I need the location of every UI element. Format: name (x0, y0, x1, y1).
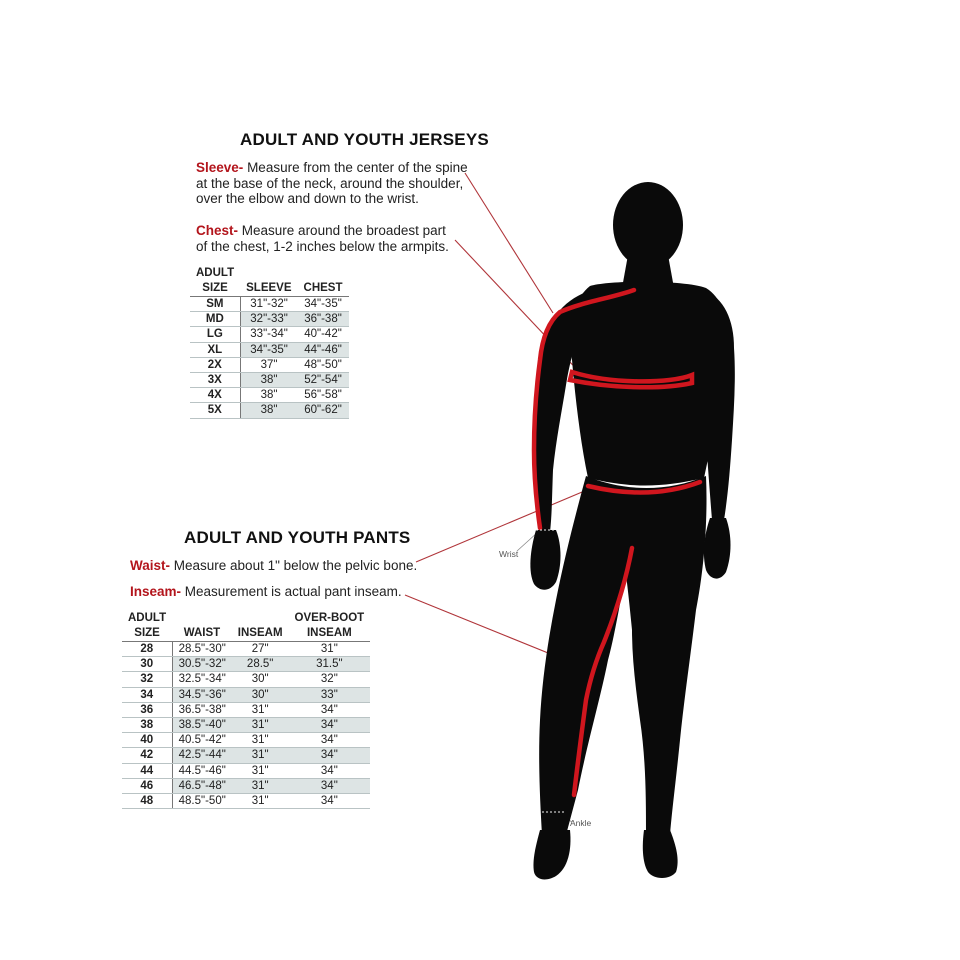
inseam-cell: 27" (232, 642, 289, 657)
size-cell: 30 (122, 657, 172, 672)
sleeve-cell: 33"-34" (240, 327, 297, 342)
table-row (122, 657, 370, 672)
chest-description (196, 223, 449, 254)
overboot-inseam-cell: 34" (289, 733, 371, 748)
overboot-inseam-cell: 32" (289, 672, 371, 687)
size-cell: 36 (122, 702, 172, 717)
overboot-inseam-cell: 31.5" (289, 657, 371, 672)
table-row (190, 403, 349, 418)
overboot-inseam-cell: 34" (289, 763, 371, 778)
waist-cell: 48.5"-50" (172, 794, 232, 809)
waist-term: Waist- (130, 558, 170, 573)
jersey-header-adult: ADULT (196, 267, 235, 279)
sleeve-line-3: over the elbow and down to the wrist. (196, 191, 419, 206)
size-cell: 48 (122, 794, 172, 809)
overboot-inseam-cell: 33" (289, 687, 371, 702)
overboot-inseam-cell: 31" (289, 642, 371, 657)
table-row (190, 342, 349, 357)
table-row (190, 312, 349, 327)
size-cell: MD (190, 312, 240, 327)
size-cell: 34 (122, 687, 172, 702)
left-foot (533, 830, 570, 879)
chest-cell: 60"-62" (298, 403, 349, 418)
waist-cell: 40.5"-42" (172, 733, 232, 748)
sleeve-cell: 38" (240, 388, 297, 403)
sleeve-leader-line (465, 173, 553, 313)
table-row (190, 388, 349, 403)
inseam-cell: 31" (232, 778, 289, 793)
overboot-inseam-cell: 34" (289, 702, 371, 717)
pants-header-size: SIZE (122, 626, 172, 642)
sleeve-cell: 31"-32" (240, 297, 297, 312)
jersey-size-table (190, 266, 349, 419)
sleeve-cell: 38" (240, 403, 297, 418)
table-row (190, 327, 349, 342)
table-row (122, 718, 370, 733)
sleeve-line-2: at the base of the neck, around the shoulder, (196, 175, 464, 191)
waist-text: Measure about 1" below the pelvic bone. (173, 558, 418, 573)
waist-cell: 44.5"-46" (172, 763, 232, 778)
pants-size-table (122, 611, 370, 809)
waist-cell: 28.5"-30" (172, 642, 232, 657)
size-cell: 44 (122, 763, 172, 778)
sleeve-cell: 38" (240, 373, 297, 388)
chest-cell: 48"-50" (298, 357, 349, 372)
waist-description (130, 558, 417, 574)
size-cell: 4X (190, 388, 240, 403)
table-row (190, 357, 349, 372)
jerseys-title: ADULT AND YOUTH JERSEYS (240, 130, 489, 149)
size-cell: 2X (190, 357, 240, 372)
table-row (122, 702, 370, 717)
waist-cell: 36.5"-38" (172, 702, 232, 717)
size-cell: 5X (190, 403, 240, 418)
chest-cell: 52"-54" (298, 373, 349, 388)
waist-cell: 38.5"-40" (172, 718, 232, 733)
chest-cell: 44"-46" (298, 342, 349, 357)
inseam-cell: 28.5" (232, 657, 289, 672)
inseam-cell: 31" (232, 718, 289, 733)
sleeve-term: Sleeve- (196, 160, 244, 175)
size-cell: SM (190, 297, 240, 312)
table-row (190, 373, 349, 388)
inseam-cell: 31" (232, 702, 289, 717)
inseam-cell: 30" (232, 672, 289, 687)
inseam-cell: 30" (232, 687, 289, 702)
table-row (122, 687, 370, 702)
inseam-cell: 31" (232, 763, 289, 778)
waist-cell: 34.5"-36" (172, 687, 232, 702)
size-cell: 32 (122, 672, 172, 687)
right-foot (643, 830, 678, 878)
overboot-inseam-cell: 34" (289, 778, 371, 793)
pants-header-waist: WAIST (172, 626, 232, 642)
jersey-header-size: SIZE (190, 281, 240, 297)
size-cell: 40 (122, 733, 172, 748)
sleeve-line-1: Measure from the center of the spine (247, 160, 468, 175)
jersey-header-sleeve: SLEEVE (240, 281, 297, 297)
pants-title: ADULT AND YOUTH PANTS (184, 528, 411, 547)
inseam-description (130, 584, 402, 600)
inseam-term: Inseam- (130, 584, 182, 599)
jersey-header-chest: CHEST (298, 281, 349, 297)
sleeve-description (196, 160, 468, 207)
size-cell: 28 (122, 642, 172, 657)
waist-cell: 30.5"-32" (172, 657, 232, 672)
legs (539, 476, 706, 835)
overboot-inseam-cell: 34" (289, 794, 371, 809)
size-cell: 46 (122, 778, 172, 793)
pants-header-adult: ADULT (128, 612, 167, 624)
size-cell: 38 (122, 718, 172, 733)
body-silhouette (530, 182, 734, 879)
table-row (122, 763, 370, 778)
chest-cell: 40"-42" (298, 327, 349, 342)
chest-line-1: Measure around the broadest part (241, 223, 446, 238)
table-row (122, 794, 370, 809)
chest-line-2: of the chest, 1-2 inches below the armpits. (196, 238, 449, 254)
chest-cell: 36"-38" (298, 312, 349, 327)
waist-cell: 32.5"-34" (172, 672, 232, 687)
pants-header-over-boot: OVER-BOOT (294, 612, 365, 624)
table-row (122, 672, 370, 687)
table-row (122, 778, 370, 793)
waist-cell: 46.5"-48" (172, 778, 232, 793)
size-cell: LG (190, 327, 240, 342)
size-cell: XL (190, 342, 240, 357)
overboot-inseam-cell: 34" (289, 748, 371, 763)
waist-cell: 42.5"-44" (172, 748, 232, 763)
chest-cell: 34"-35" (298, 297, 349, 312)
table-row (122, 748, 370, 763)
size-cell: 42 (122, 748, 172, 763)
chest-term: Chest- (196, 223, 239, 238)
overboot-inseam-cell: 34" (289, 718, 371, 733)
left-hand (530, 530, 560, 590)
table-row (190, 297, 349, 312)
wrist-label: Wrist (499, 549, 519, 559)
sleeve-cell: 34"-35" (240, 342, 297, 357)
sleeve-cell: 32"-33" (240, 312, 297, 327)
pants-header-inseam: INSEAM (232, 626, 289, 642)
chest-cell: 56"-58" (298, 388, 349, 403)
right-hand (704, 518, 731, 579)
inseam-cell: 31" (232, 733, 289, 748)
size-cell: 3X (190, 373, 240, 388)
inseam-cell: 31" (232, 748, 289, 763)
pants-header-overboot-inseam: INSEAM (289, 626, 371, 642)
inseam-text: Measurement is actual pant inseam. (184, 584, 402, 599)
inseam-cell: 31" (232, 794, 289, 809)
sleeve-cell: 37" (240, 357, 297, 372)
ankle-label: Ankle (570, 818, 592, 828)
table-row (122, 642, 370, 657)
table-row (122, 733, 370, 748)
